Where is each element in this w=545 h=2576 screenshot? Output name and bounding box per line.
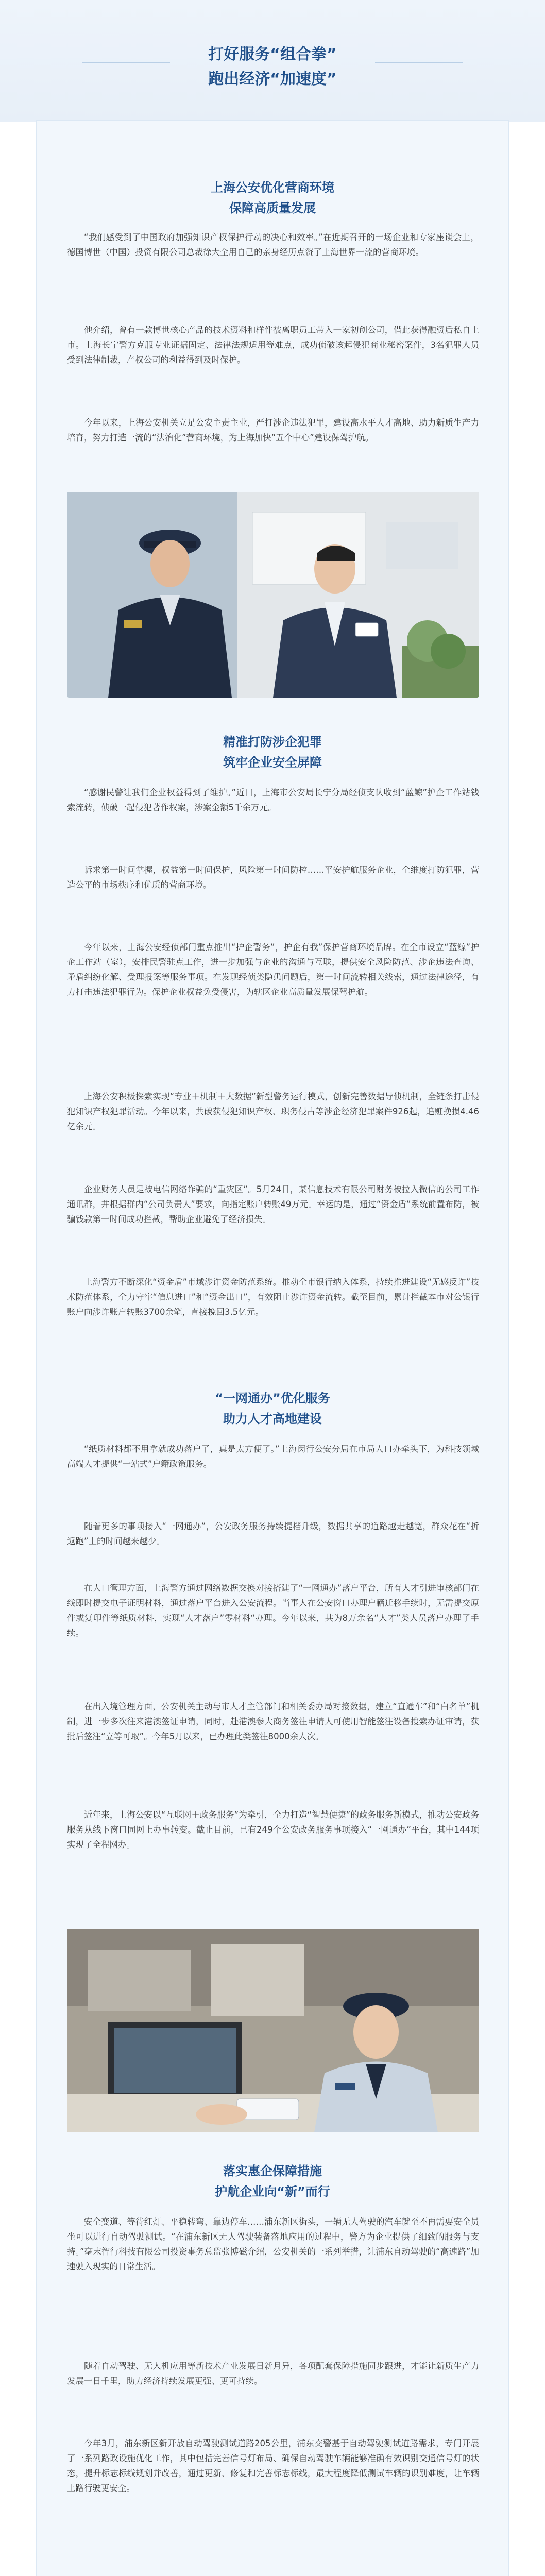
section-title — [37, 732, 508, 773]
paragraph: 近年来，上海公安以“互联网＋政务服务”为牵引，全力打造“智慧便捷”的政务服务新模式，推动公安政务服务从线下窗口同网上办事转变。截止目前，已有249个公安政务服务事项接入“一网通办”平台，其中144项实现了全程网办。 — [67, 1810, 479, 1850]
section-title — [37, 177, 508, 218]
section-title-line1: “一网通办”优化服务 — [215, 1391, 330, 1405]
paragraph: “纸质材料都不用拿就成功落户了，真是太方便了。”上海闵行公安分局在市局人口办牵头下，为科技领域高端人才提供“一站式”户籍政策服务。 — [67, 1444, 479, 1469]
page-title-line1: 打好服务“组合拳” — [208, 45, 337, 63]
paragraph: 上海警方不断深化“资金盾”市域涉诈资金防范系统。推动全市银行纳入体系，持续推进建设“无感反诈”技术防范体系，全力守牢“信息进口”和“资金出口”，有效阻止涉诈资金流转。截至目前，累计拦截本市对公银行账户向涉诈账户转账3700余笔，直接挽回3.5亿元。 — [67, 1277, 479, 1317]
paragraph: 他介绍，曾有一款博世核心产品的技术资料和样件被离职员工带入一家初创公司，借此获得融资后私自上市。上海长宁警方克服专业证据固定、法律法规适用等难点，成功侦破该起侵犯商业秘密案件，3名犯罪人员受到法律制裁，产权公司的利益得到及时保护。 — [67, 325, 479, 365]
section-title-line2: 筑牢企业安全屏障 — [223, 755, 322, 770]
section-title-line1: 精准打防涉企犯罪 — [223, 735, 322, 749]
paragraph: 在出入境管理方面，公安机关主动与市人才主管部门和相关委办局对接数据，建立“直通车”和“白名单”机制，进一步多次往来港澳签证申请，同时，赴港澳参大商务签注申请人可使用智能签注设备搜索办证审请，获批后签注“立等可取”。今年5月以来，已办理此类签注8000余人次。 — [67, 1702, 479, 1741]
section-title-line2: 护航企业向“新”而行 — [215, 2184, 330, 2199]
paragraph: “我们感受到了中国政府加强知识产权保护行动的决心和效率。”在近期召开的一场企业和专家座谈会上，德国博世（中国）投资有限公司总裁徐大全用自己的亲身经历点赞了上海世界一流的营商环境。 — [67, 232, 479, 257]
section-title — [37, 1388, 508, 1429]
paragraph: 随着自动驾驶、无人机应用等新技术产业发展日新月异，各项配套保障措施同步跟进，才能让新质生产力发展一日千里，助力经济持续发展更强、更可持续。 — [67, 2361, 479, 2386]
section-title-line1: 上海公安优化营商环境 — [211, 180, 334, 195]
paragraph: 安全变道、等待红灯、平稳转弯、靠边停车……浦东新区街头，一辆无人驾驶的汽车就至不再需要安全员坐可以进行自动驾驶测试。“在浦东新区无人驾驶装备落地应用的过程中，警方为企业提供了细致的服务与支持。”毫末智行科技有限公司投资事务总监张博磁介绍，公安机关的一系列举措，让浦东自动驾驶的“高速路”加速驶入现实的日常生活。 — [67, 2217, 479, 2272]
paragraph: 今年以来，上海公安机关立足公安主责主业，严打涉企违法犯罪，建设高水平人才高地、助力新质生产力培育，努力打造一流的“法治化”营商环境，为上海加快“五个中心”建设保驾护航。 — [67, 418, 479, 443]
paragraph: 随着更多的事项接入“一网通办”，公安政务服务持续提档升级，数据共享的道路越走越宽，群众花在“折返跑”上的时间越来越少。 — [67, 1521, 479, 1546]
page-title-line2: 跑出经济“加速度” — [208, 70, 337, 88]
section-title-line2: 助力人才高地建设 — [223, 1412, 322, 1426]
photo-service-window — [67, 1929, 479, 2132]
paragraph: 今年以来，上海公安经侦部门重点推出“护企警务”，护企有我”保护营商环境品牌。在全市设立“蓝鲸”护企工作站（室），安排民警驻点工作，进一步加强与企业的沟通与互联，提供安全风险防范、涉企违法查询、矛盾纠纷化解、受理报案等服务事项。在发现经侦类隐患问题后，第一时间流转相关线索，通过法律途径，有力打击违法犯罪行为。保护企业权益免受侵害，为辖区企业高质量发展保驾护航。 — [67, 942, 479, 997]
paragraph: 企业财务人员是被电信网络诈骗的“重灾区”。5月24日，某信息技术有限公司财务被拉入微信的公司工作通讯群，并根据群内“公司负责人”要求，向指定账户转账49万元。幸运的是，通过“资金盾”系统前置布防，被骗钱款第一时间成功拦截，帮助企业避免了经济损失。 — [67, 1184, 479, 1224]
page-title — [0, 42, 545, 92]
paragraph: 今年3月，浦东新区新开放自动驾驶测试道路205公里，浦东交警基于自动驾驶测试道路需求，专门开展了一系列路政设施优化工作，其中包括完善信号灯布局、确保自动驾驶车辆能够准确有效识别交通信号灯的状态，提升标志标线规划并改善，通过更新、修复和完善标志标线，最大程度降低测试车辆的识别难度，让车辆上路行驶更安全。 — [67, 2438, 479, 2493]
paragraph: 上海公安积极探索实现“专业＋机制＋大数据”新型警务运行模式，创新完善数据导侦机制，全链条打击侵犯知识产权犯罪活动。今年以来，共破获侵犯知识产权、职务侵占等涉企经济犯罪案件926起，追赃挽损4.46亿余元。 — [67, 1092, 479, 1131]
paragraph: 诉求第一时间掌握，权益第一时间保护，风险第一时间防控……平安护航服务企业，全维度打防犯罪，营造公平的市场秩序和优质的营商环境。 — [67, 865, 479, 890]
section-title — [37, 2161, 508, 2202]
section-title-line1: 落实惠企保障措施 — [223, 2164, 322, 2178]
photo-police-and-executive — [67, 492, 479, 698]
paragraph: “感谢民警让我们企业权益得到了维护。”近日，上海市公安局长宁分局经侦支队收到“蓝鲸”护企工作站钱索流转，侦破一起侵犯著作权案，涉案金额5千余万元。 — [67, 788, 479, 812]
section-title-line2: 保障高质量发展 — [229, 201, 316, 215]
article-card — [36, 120, 509, 2576]
paragraph: 在人口管理方面，上海警方通过网络数据交换对接搭建了“一网通办”落户平台，所有人才引进审核部门在线即时提交电子证明材料，通过落户平台进入公安流程。当事人在公安窗口办理户籍迁移手续时，无需提交原件或复印件等纸质材料，实现“人才落户”零材料“办理。今年以来，共为8万余名“人才”类人员落户办理了手续。 — [67, 1583, 479, 1638]
header-banner — [0, 0, 545, 122]
